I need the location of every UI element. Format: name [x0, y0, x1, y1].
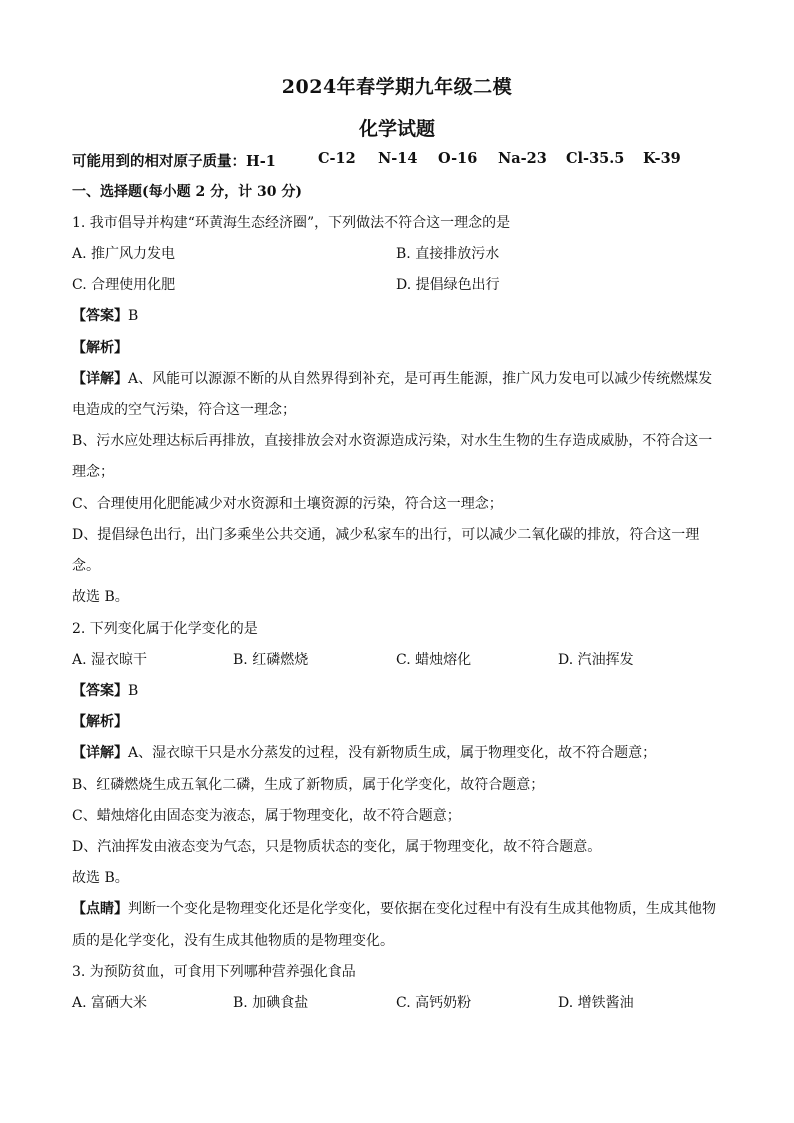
atomic-mass-item: K-39 — [643, 150, 681, 167]
exam-subtitle: 化学试题 — [358, 118, 435, 140]
detail-tag: 【详解】 — [72, 745, 128, 761]
answer-value: B — [128, 683, 139, 699]
q1-detail-line: 念。 — [72, 558, 100, 574]
q1-detail-line: C、合理使用化肥能减少对水资源和土壤资源的污染，符合这一理念； — [72, 496, 503, 512]
detail-text: A、湿衣晾干只是水分蒸发的过程，没有新物质生成，属于物理变化，故不符合题意； — [128, 745, 657, 761]
point-tag: 【点睛】 — [72, 901, 128, 917]
answer-tag: 【答案】 — [72, 683, 128, 699]
detail-text: A、风能可以源源不断的从自然界得到补充，是可再生能源，推广风力发电可以减少传统燃煤发 — [128, 371, 713, 387]
question-3-stem: 3. 为预防贫血，可食用下列哪种营养强化食品 — [72, 964, 356, 980]
q1-detail-line: 理念； — [72, 464, 114, 480]
q1-option-b: B. 直接排放污水 — [396, 246, 500, 262]
q1-answer — [72, 305, 732, 327]
q3-option-b: B. 加碘食盐 — [233, 995, 309, 1011]
q3-option-a: A. 富硒大米 — [72, 995, 148, 1011]
detail-tag: 【详解】 — [72, 371, 128, 387]
q2-detail-line: D、汽油挥发由液态变为气态，只是物质状态的变化，属于物理变化，故不符合题意。 — [72, 839, 602, 855]
atomic-mass-label: 可能用到的相对原子质量：H-1 — [72, 153, 276, 170]
atomic-mass-item: C-12 — [318, 150, 356, 167]
q1-option-c: C. 合理使用化肥 — [72, 277, 176, 293]
q2-detail-line: C、蜡烛熔化由固态变为液态，属于物理变化，故不符合题意； — [72, 808, 461, 824]
q2-option-a: A. 湿衣晾干 — [72, 652, 148, 668]
q1-detail-line: 电造成的空气污染，符合这一理念； — [72, 402, 296, 418]
q1-option-a: A. 推广风力发电 — [72, 246, 176, 262]
q2-analysis-tag: 【解析】 — [72, 714, 128, 730]
q1-option-d: D. 提倡绿色出行 — [396, 277, 500, 293]
answer-tag: 【答案】 — [72, 308, 128, 324]
point-text: 判断一个变化是物理变化还是化学变化，要依据在变化过程中有没有生成其他物质，生成其他物 — [128, 901, 716, 917]
q2-detail-line: 故选 B。 — [72, 870, 129, 886]
q2-point-line: 质的是化学变化，没有生成其他物质的是物理变化。 — [72, 933, 394, 949]
q1-analysis-tag: 【解析】 — [72, 340, 128, 356]
q2-point-line — [72, 898, 732, 920]
question-1-stem: 1. 我市倡导并构建“环黄海生态经济圈”，下列做法不符合这一理念的是 — [72, 215, 511, 231]
q2-detail-line — [72, 742, 732, 764]
section-heading: 一、选择题(每小题 2 分，计 30 分) — [72, 184, 302, 200]
exam-title: 2024年春学期九年级二模 — [281, 76, 513, 98]
q2-option-b: B. 红磷燃烧 — [233, 652, 309, 668]
q2-detail-line: B、红磷燃烧生成五氧化二磷，生成了新物质，属于化学变化，故符合题意； — [72, 777, 545, 793]
q1-detail-line: D、提倡绿色出行，出门多乘坐公共交通，减少私家车的出行，可以减少二氧化碳的排放，符合这一理 — [72, 527, 700, 543]
q2-option-d: D. 汽油挥发 — [558, 652, 634, 668]
answer-value: B — [128, 308, 139, 324]
q3-option-d: D. 增铁酱油 — [558, 995, 634, 1011]
question-2-stem: 2. 下列变化属于化学变化的是 — [72, 621, 258, 637]
q1-detail-line: B、污水应处理达标后再排放，直接排放会对水资源造成污染，对水生生物的生存造成威胁，不符合这一 — [72, 433, 713, 449]
atomic-mass-item: N-14 — [378, 150, 418, 167]
q2-answer — [72, 680, 732, 702]
atomic-mass-item: O-16 — [438, 150, 478, 167]
atomic-mass-item: Cl-35.5 — [566, 150, 625, 167]
q1-detail-line: 故选 B。 — [72, 589, 129, 605]
atomic-mass-item: Na-23 — [498, 150, 547, 167]
q3-option-c: C. 高钙奶粉 — [396, 995, 472, 1011]
q1-detail-line — [72, 368, 732, 390]
q2-option-c: C. 蜡烛熔化 — [396, 652, 472, 668]
